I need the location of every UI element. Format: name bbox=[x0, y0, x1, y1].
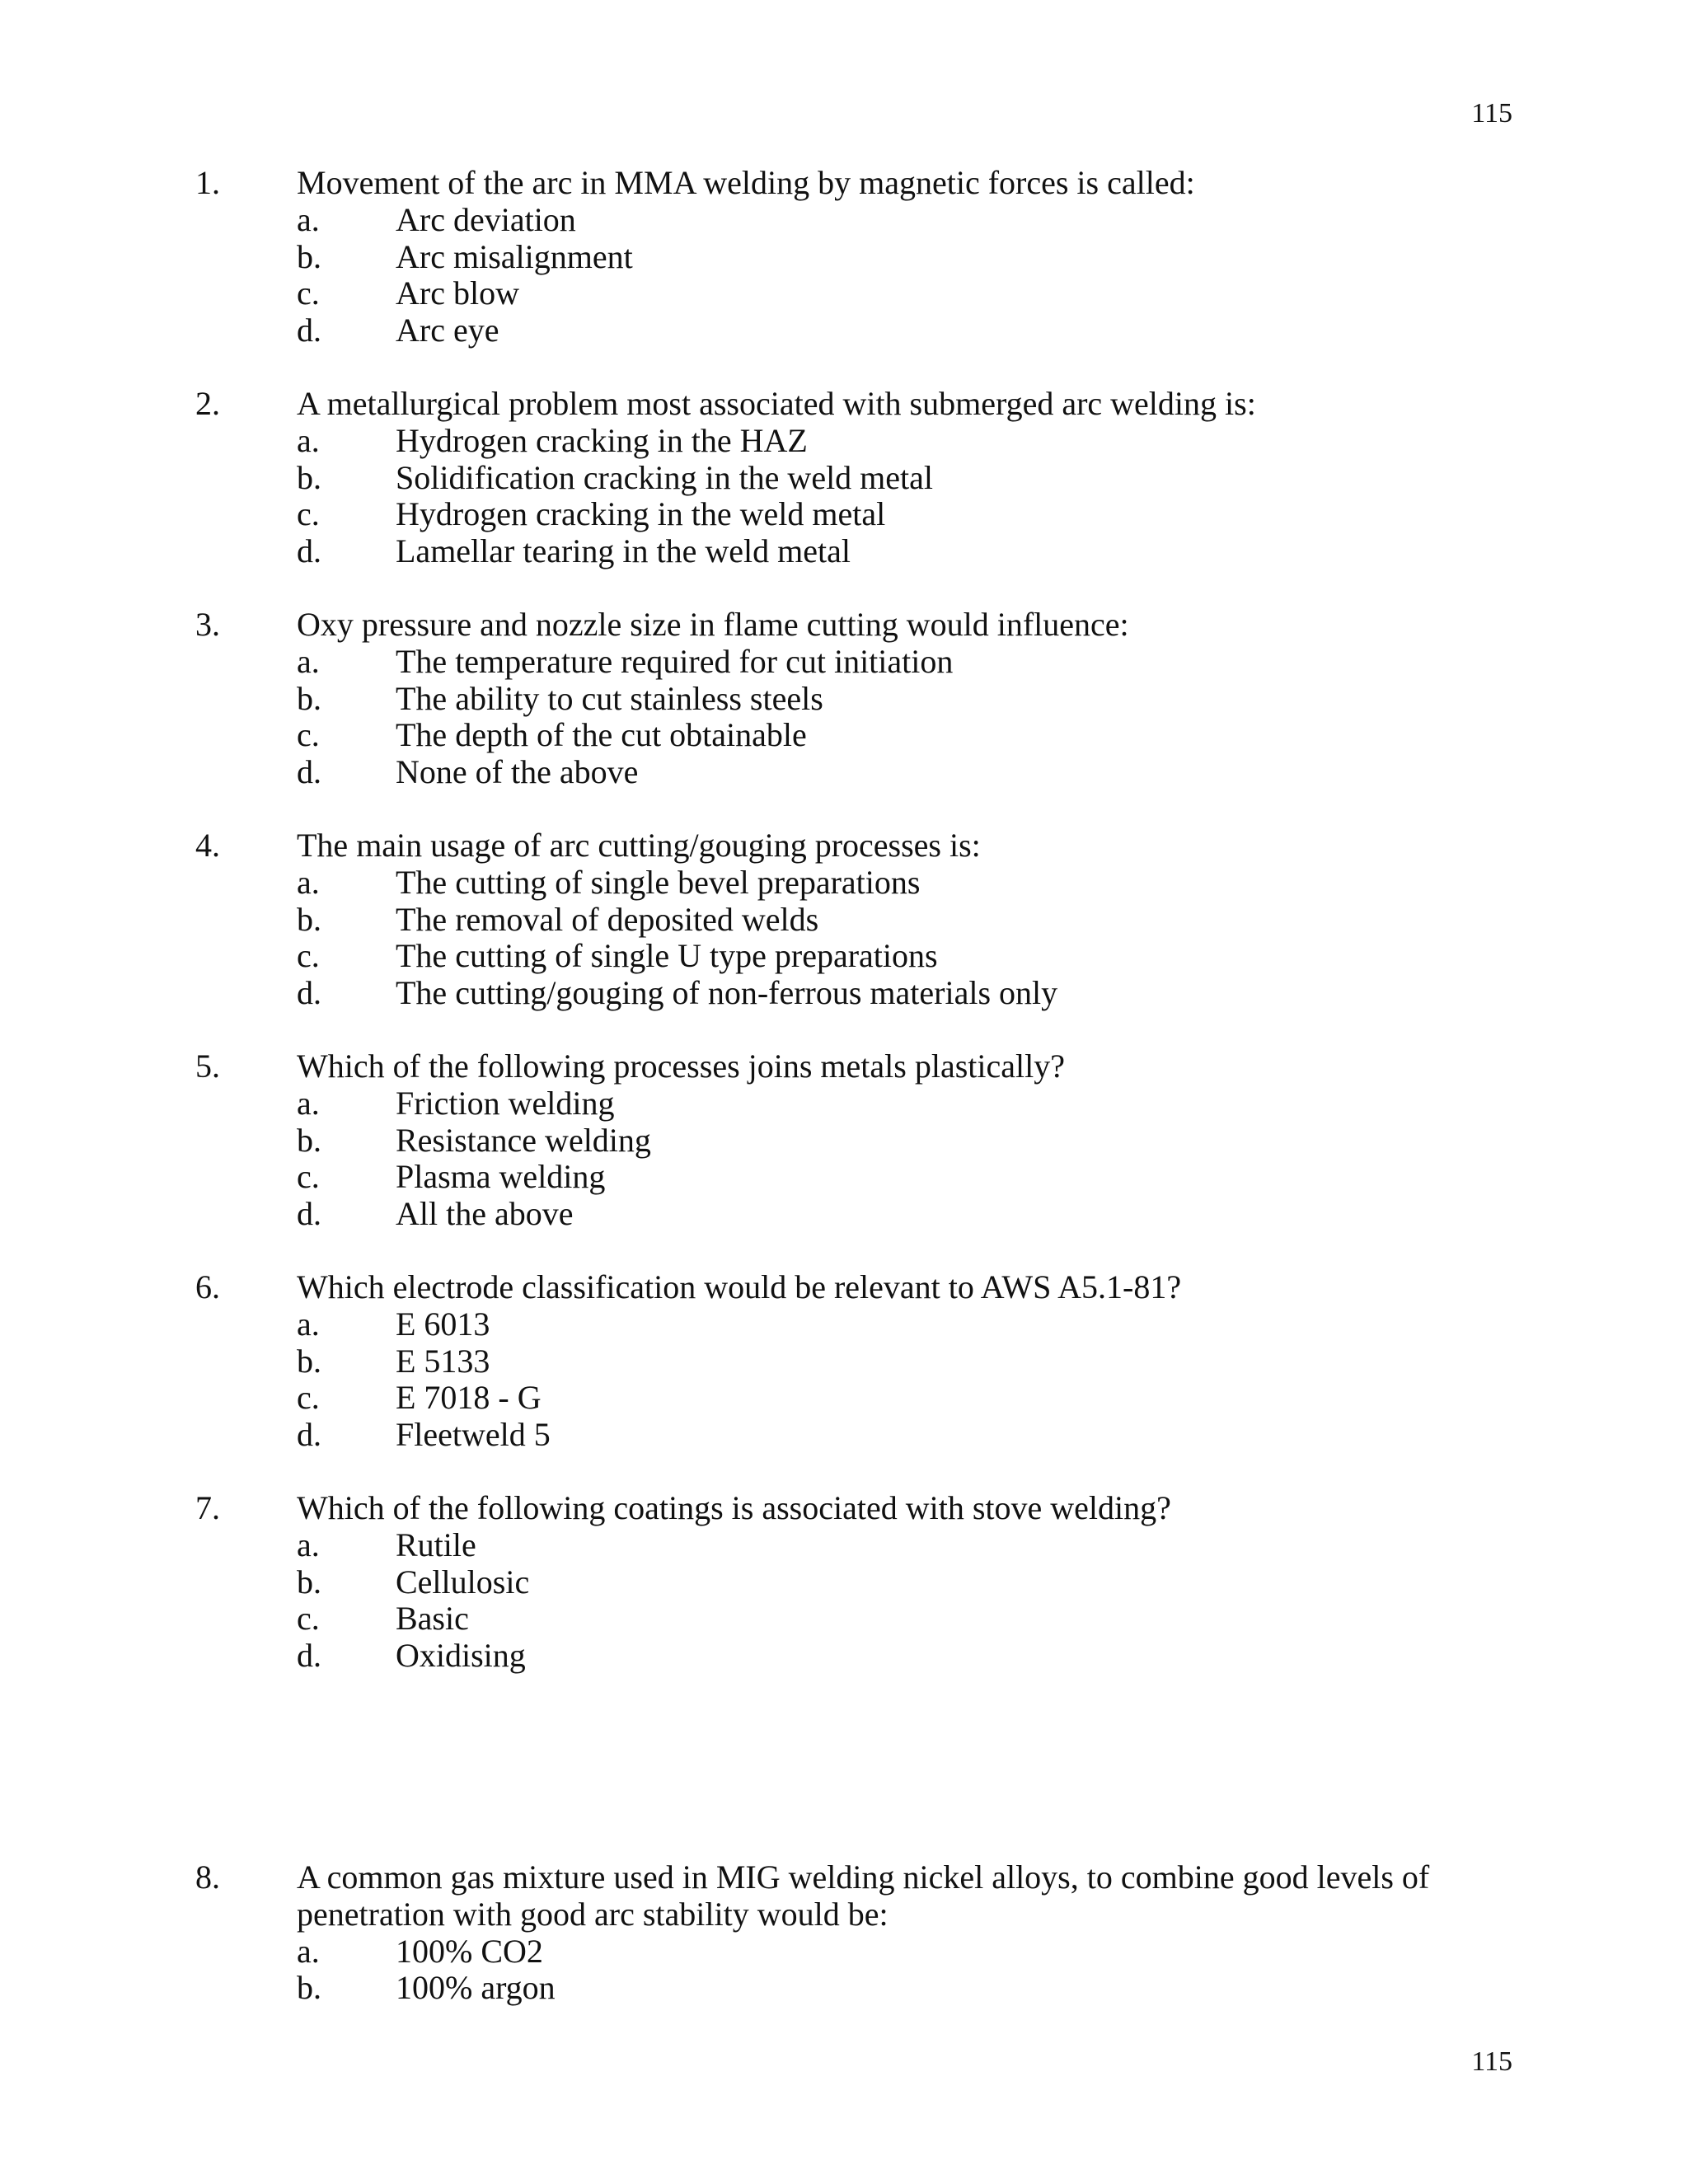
option-text: Arc deviation bbox=[396, 200, 576, 238]
answer-option-b bbox=[0, 681, 1688, 718]
option-text: Hydrogen cracking in the HAZ bbox=[396, 421, 808, 459]
option-text: The cutting/gouging of non-ferrous materials only bbox=[396, 974, 1058, 1012]
option-text: Arc blow bbox=[396, 274, 519, 312]
option-letter: c. bbox=[297, 716, 320, 754]
option-text: Friction welding bbox=[396, 1084, 615, 1122]
option-text: Basic bbox=[396, 1600, 469, 1638]
answer-option-d bbox=[0, 975, 1688, 1012]
option-letter: a. bbox=[297, 1932, 320, 1970]
answer-option-a bbox=[0, 644, 1688, 681]
question-number: 3. bbox=[195, 606, 220, 643]
option-letter: b. bbox=[297, 458, 321, 496]
option-letter: d. bbox=[297, 753, 321, 791]
option-text: E 7018 - G bbox=[396, 1379, 542, 1417]
option-text: The removal of deposited welds bbox=[396, 900, 819, 938]
answer-option-a bbox=[0, 865, 1688, 902]
answer-option-a bbox=[0, 423, 1688, 460]
question-stem bbox=[0, 827, 1688, 865]
answer-option-a bbox=[0, 1306, 1688, 1343]
answer-option-c bbox=[0, 1159, 1688, 1196]
option-text: The ability to cut stainless steels bbox=[396, 679, 823, 717]
question-6 bbox=[0, 1269, 1688, 1454]
question-4 bbox=[0, 827, 1688, 1012]
option-letter: b. bbox=[297, 1342, 321, 1380]
question-stem-continued bbox=[0, 1896, 1688, 1933]
question-stem bbox=[0, 1859, 1688, 1896]
answer-option-b bbox=[0, 1122, 1688, 1160]
option-letter: b. bbox=[297, 900, 321, 938]
question-text: A metallurgical problem most associated with submerged arc welding is: bbox=[297, 385, 1256, 422]
answer-option-b bbox=[0, 1970, 1688, 2007]
option-letter: b. bbox=[297, 1563, 321, 1601]
option-text: E 5133 bbox=[396, 1342, 490, 1380]
option-letter: c. bbox=[297, 274, 320, 312]
option-letter: a. bbox=[297, 200, 320, 238]
option-letter: a. bbox=[297, 863, 320, 901]
option-text: None of the above bbox=[396, 753, 639, 791]
answer-option-d bbox=[0, 1417, 1688, 1454]
option-text: The temperature required for cut initiation bbox=[396, 642, 954, 680]
option-letter: a. bbox=[297, 1526, 320, 1563]
question-text: A common gas mixture used in MIG welding nickel alloys, to combine good levels of bbox=[297, 1858, 1430, 1896]
question-text: The main usage of arc cutting/gouging processes is: bbox=[297, 827, 981, 864]
option-letter: c. bbox=[297, 495, 320, 533]
option-letter: b. bbox=[297, 679, 321, 717]
option-text: Cellulosic bbox=[396, 1563, 530, 1601]
answer-option-b bbox=[0, 460, 1688, 497]
question-text: Which of the following processes joins metals plastically? bbox=[297, 1047, 1065, 1085]
answer-option-c bbox=[0, 717, 1688, 754]
option-letter: b. bbox=[297, 1121, 321, 1159]
question-number: 1. bbox=[195, 164, 220, 201]
question-number: 6. bbox=[195, 1268, 220, 1305]
page-number-top: 115 bbox=[1471, 98, 1512, 129]
question-1 bbox=[0, 165, 1688, 349]
answer-option-a bbox=[0, 202, 1688, 239]
answer-option-b bbox=[0, 902, 1688, 939]
option-text: The cutting of single U type preparations bbox=[396, 937, 938, 975]
option-letter: d. bbox=[297, 1195, 321, 1233]
answer-option-d bbox=[0, 533, 1688, 570]
question-8 bbox=[0, 1859, 1688, 2007]
option-letter: d. bbox=[297, 312, 321, 349]
option-text: Solidification cracking in the weld metal bbox=[396, 458, 934, 496]
answer-option-c bbox=[0, 1380, 1688, 1417]
answer-option-c bbox=[0, 1601, 1688, 1638]
question-number: 4. bbox=[195, 827, 220, 864]
option-text: Rutile bbox=[396, 1526, 476, 1563]
option-text: The depth of the cut obtainable bbox=[396, 716, 807, 754]
answer-option-d bbox=[0, 754, 1688, 791]
question-text: penetration with good arc stability would be: bbox=[297, 1895, 889, 1933]
option-text: Lamellar tearing in the weld metal bbox=[396, 532, 851, 570]
question-3 bbox=[0, 607, 1688, 791]
answer-option-b bbox=[0, 239, 1688, 276]
answer-option-c bbox=[0, 275, 1688, 312]
option-letter: c. bbox=[297, 937, 320, 975]
question-stem bbox=[0, 1269, 1688, 1306]
question-2 bbox=[0, 386, 1688, 570]
option-letter: d. bbox=[297, 1637, 321, 1675]
option-text: Arc eye bbox=[396, 312, 499, 349]
option-letter: d. bbox=[297, 532, 321, 570]
option-text: All the above bbox=[396, 1195, 574, 1233]
option-text: Plasma welding bbox=[396, 1158, 606, 1196]
question-stem bbox=[0, 607, 1688, 644]
answer-option-d bbox=[0, 1196, 1688, 1233]
answer-option-d bbox=[0, 1638, 1688, 1675]
answer-option-b bbox=[0, 1343, 1688, 1380]
option-text: E 6013 bbox=[396, 1305, 490, 1343]
answer-option-a bbox=[0, 1933, 1688, 1971]
answer-option-a bbox=[0, 1527, 1688, 1564]
option-letter: b. bbox=[297, 237, 321, 275]
page-number-bottom: 115 bbox=[1471, 2046, 1512, 2077]
option-letter: d. bbox=[297, 1416, 321, 1454]
option-letter: a. bbox=[297, 642, 320, 680]
option-text: The cutting of single bevel preparations bbox=[396, 863, 921, 901]
question-number: 2. bbox=[195, 385, 220, 422]
option-letter: c. bbox=[297, 1379, 320, 1417]
option-letter: a. bbox=[297, 1305, 320, 1343]
question-stem bbox=[0, 1048, 1688, 1085]
answer-option-d bbox=[0, 312, 1688, 349]
question-number: 8. bbox=[195, 1858, 220, 1896]
question-stem bbox=[0, 386, 1688, 423]
question-7 bbox=[0, 1490, 1688, 1675]
answer-option-c bbox=[0, 938, 1688, 975]
option-letter: a. bbox=[297, 1084, 320, 1122]
option-text: Fleetweld 5 bbox=[396, 1416, 551, 1454]
option-letter: c. bbox=[297, 1158, 320, 1196]
answer-option-b bbox=[0, 1564, 1688, 1601]
question-stem bbox=[0, 165, 1688, 202]
answer-option-a bbox=[0, 1085, 1688, 1122]
option-text: Oxidising bbox=[396, 1637, 526, 1675]
option-letter: c. bbox=[297, 1600, 320, 1638]
option-letter: a. bbox=[297, 421, 320, 459]
option-text: Hydrogen cracking in the weld metal bbox=[396, 495, 886, 533]
option-letter: b. bbox=[297, 1969, 321, 2007]
question-number: 7. bbox=[195, 1489, 220, 1526]
question-number: 5. bbox=[195, 1047, 220, 1085]
question-stem bbox=[0, 1490, 1688, 1527]
question-text: Oxy pressure and nozzle size in flame cutting would influence: bbox=[297, 606, 1129, 643]
answer-option-c bbox=[0, 496, 1688, 533]
option-text: 100% argon bbox=[396, 1969, 556, 2007]
question-text: Which of the following coatings is associated with stove welding? bbox=[297, 1489, 1171, 1526]
question-text: Which electrode classification would be relevant to AWS A5.1-81? bbox=[297, 1268, 1182, 1305]
option-text: Resistance welding bbox=[396, 1121, 651, 1159]
question-text: Movement of the arc in MMA welding by magnetic forces is called: bbox=[297, 164, 1195, 201]
option-text: 100% CO2 bbox=[396, 1932, 543, 1970]
option-letter: d. bbox=[297, 974, 321, 1012]
option-text: Arc misalignment bbox=[396, 237, 633, 275]
question-5 bbox=[0, 1048, 1688, 1233]
